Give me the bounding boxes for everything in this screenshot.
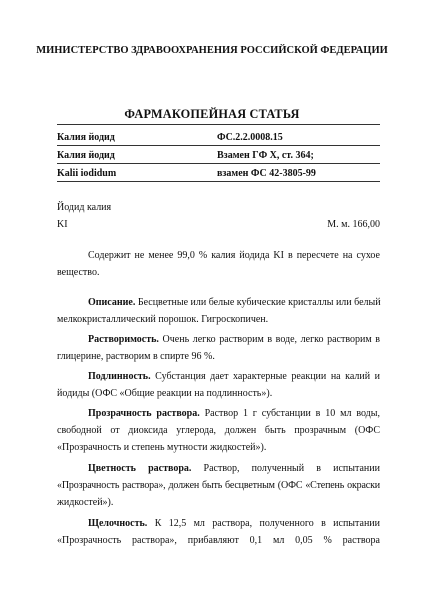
clarity-label: Прозрачность раствора. <box>88 408 200 419</box>
content-line-2: вещество. <box>57 267 100 278</box>
clarity-line-2: свободной от диоксида углерода, должен быть прозрачным (ОФС <box>57 425 380 436</box>
identification-line-2: йодиды (ОФС «Общие реакции на подлинность»). <box>57 388 273 399</box>
ref-name-3: Kalii iodidum <box>57 168 117 179</box>
clarity-line-1: Прозрачность раствора. Раствор 1 г субстанции в 10 мл воды, <box>88 408 380 419</box>
substance-formula: KI <box>57 219 68 230</box>
color-label: Цветность раствора. <box>88 463 192 474</box>
alkalinity-label: Щелочность. <box>88 518 148 529</box>
content-line-1: Содержит не менее 99,0 % калия йодида KI в пересчете на сухое <box>88 250 380 261</box>
divider-3 <box>57 181 380 182</box>
color-line-2: «Прозрачность раствора», должен быть бесцветным (ОФС «Степень окраски <box>57 480 380 491</box>
color-line-1: Цветность раствора. Раствор, полученный в испытании <box>88 463 380 474</box>
solubility-line-1: Растворимость. Очень легко растворим в воде, легко растворим в <box>88 334 381 345</box>
color-line-3: жидкостей»). <box>57 497 114 508</box>
substance-name: Йодид калия <box>57 202 112 213</box>
description-line-2: мелкокристаллический порошок. Гигроскопичен. <box>57 314 269 325</box>
divider-2 <box>57 163 380 164</box>
description-label: Описание. <box>88 297 136 308</box>
divider-top <box>57 124 380 125</box>
molar-mass: М. м. 166,00 <box>327 219 380 230</box>
ref-code-3: взамен ФС 42-3805-99 <box>217 168 316 179</box>
solubility-label: Растворимость. <box>88 334 159 345</box>
solubility-line-2: глицерине, растворим в спирте 96 %. <box>57 351 215 362</box>
ref-name-2: Калия йодид <box>57 150 115 161</box>
ref-code-2: Взамен ГФ X, ст. 364; <box>217 150 314 161</box>
page-title: ФАРМАКОПЕЙНАЯ СТАТЬЯ <box>124 107 300 121</box>
clarity-line-3: «Прозрачность и степень мутности жидкостей»). <box>57 442 267 453</box>
ref-name-1: Калия йодид <box>57 132 115 143</box>
identification-line-1: Подлинность. Субстанция дает характерные реакции на калий и <box>88 371 380 382</box>
identification-label: Подлинность. <box>88 371 151 382</box>
ministry-header: МИНИСТЕРСТВО ЗДРАВООХРАНЕНИЯ РОССИЙСКОЙ ФЕДЕРАЦИИ <box>36 45 388 56</box>
ref-code-1: ФС.2.2.0008.15 <box>217 132 283 143</box>
description-line-1: Описание. Бесцветные или белые кубические кристаллы или белый <box>88 297 381 308</box>
divider-1 <box>57 145 380 146</box>
alkalinity-line-2: «Прозрачность раствора», прибавляют 0,1 мл 0,05 % раствора <box>57 535 380 546</box>
alkalinity-line-1: Щелочность. К 12,5 мл раствора, полученного в испытании <box>88 518 380 529</box>
